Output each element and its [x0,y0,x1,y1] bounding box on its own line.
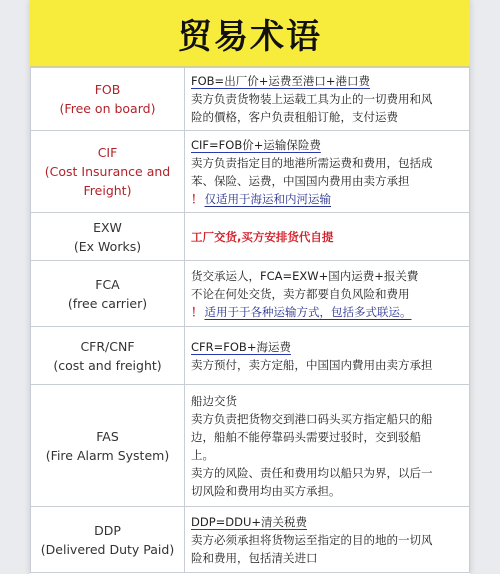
term-code: CFR/CNF [80,338,135,354]
desc-line: 卖方负责指定目的地港所需运费和费用，包括成 [191,155,433,170]
term-full-name: (cost and freight) [53,357,162,373]
formula: CFR=FOB+海运费 [191,339,291,354]
desc-line: 货交承运人，FCA=EXW+国内运费+报关費 [191,268,419,283]
term-cell [31,507,185,573]
term-code: FCA [95,276,120,292]
term-full-name-cont: Freight) [83,183,132,198]
formula: 工厂交货,买方安排货代自提 [191,229,334,244]
desc-line: 卖方负责货物装上运载工具为止的一切费用和风 [191,92,433,106]
desc-line: 船边交货 [191,393,237,408]
terms-table [30,67,470,573]
term-code: CIF [97,145,118,160]
note-text: 适用于于各种运输方式，包括多式联运。 [204,304,412,319]
warning-mark: ！ [191,191,203,206]
desc-cell [185,507,470,573]
desc-line: 上。 [191,447,214,462]
term-full-name: (Fire Alarm System) [45,447,170,463]
term-full-name: (Delivered Duty Paid) [40,541,175,557]
desc-cell [185,213,470,261]
note-text: 仅适用于海运和内河运输 [204,191,331,206]
note-line [191,303,463,321]
term-code: FAS [96,428,119,444]
desc-line: 不论在何处交货，卖方都要自负风险和费用 [191,286,410,301]
term-full-name: (free carrier) [67,295,148,311]
desc-line: 卖方预付，卖方定船，中国国内費用由卖方承担 [191,357,433,372]
formula: DDP=DDU+清关税费 [191,514,308,529]
desc-cell [185,327,470,385]
table-row [31,261,470,327]
note-line [191,190,463,208]
table-row [31,213,470,261]
desc-cell [185,385,470,507]
warning-mark: ！ [191,304,203,319]
term-cell [31,213,185,261]
desc-line: 卖方的风险、责任和费用均以船只为界，以后一 [191,465,433,480]
desc-line: 险的價格，客户负责租船订舱，支付运费 [191,110,398,124]
desc-cell [185,261,470,327]
table-row [31,327,470,385]
term-cell [31,385,185,507]
term-full-name: (Free on board) [59,101,156,116]
page-title: 贸易术语 [178,16,322,57]
term-code: DDP [94,522,121,538]
term-cell [31,327,185,385]
term-code: EXW [93,219,122,235]
title-banner [30,0,470,67]
desc-line: 边，船舶不能停靠码头需要过驳时，交到驳船 [191,429,421,444]
desc-line: 险和费用，包括清关进口 [191,550,318,565]
desc-line: 卖方必须承担将货物运至指定的目的地的一切风 [191,532,433,547]
term-full-name: (Ex Works) [73,238,142,254]
desc-cell [185,131,470,213]
term-cell [31,68,185,131]
term-code: FOB [94,82,121,97]
table-row [31,385,470,507]
table-row [31,131,470,213]
term-cell [31,261,185,327]
desc-line: 苯、保险、运费，中国国内费用由卖方承担 [191,173,410,188]
desc-line: 切风险和费用均由买方承担。 [191,483,341,498]
desc-line: 卖方负责把货物交到港口码头买方指定船只的船 [191,411,433,426]
desc-cell [185,68,470,131]
table-row [31,68,470,131]
term-full-name: (Cost Insurance and [44,164,171,179]
table-row [31,507,470,573]
trade-terms-sheet [30,0,470,574]
term-cell [31,131,185,213]
formula: FOB=出厂价+运费至港口+港口费 [191,74,370,88]
formula: CIF=FOB价+运输保险费 [191,137,321,152]
